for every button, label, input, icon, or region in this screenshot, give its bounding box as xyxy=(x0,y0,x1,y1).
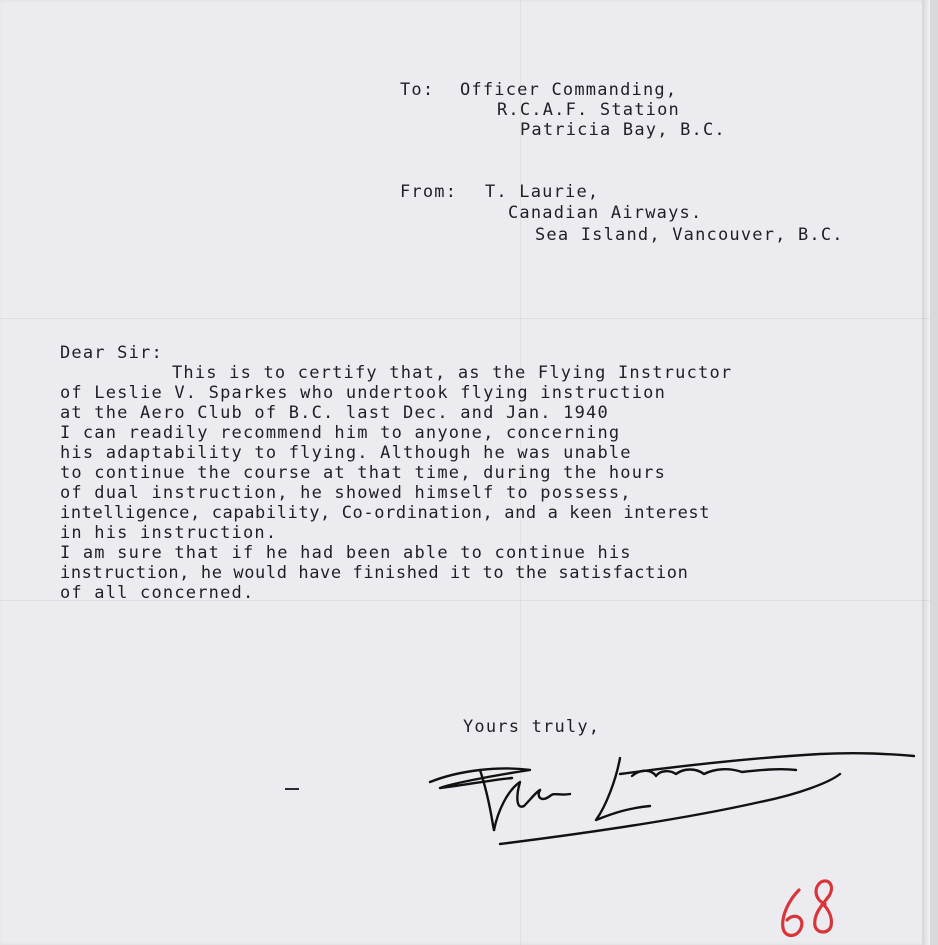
from-label: From: xyxy=(400,182,458,202)
body-line: This is to certify that, as the Flying Instructor xyxy=(172,363,733,383)
from-line: Sea Island, Vancouver, B.C. xyxy=(535,225,844,245)
body-line: his adaptability to flying. Although he was unable xyxy=(60,443,632,463)
body-line: instruction, he would have finished it to the satisfaction xyxy=(60,563,689,583)
body-line: to continue the course at that time, during the hours xyxy=(60,463,667,483)
to-line: Patricia Bay, B.C. xyxy=(520,120,726,140)
from-line: Canadian Airways. xyxy=(508,203,703,223)
body-line: of all concerned. xyxy=(60,583,255,603)
to-line: Officer Commanding, xyxy=(460,80,678,100)
body-line: I am sure that if he had been able to continue his xyxy=(60,543,632,563)
body-line: in his instruction. xyxy=(60,523,278,543)
paper-edge xyxy=(922,0,930,945)
stray-mark xyxy=(285,788,299,790)
to-label: To: xyxy=(400,80,435,100)
body-line: I can readily recommend him to anyone, concerning xyxy=(60,423,621,443)
page-number-annotation xyxy=(775,870,845,945)
paper-fold xyxy=(0,318,930,319)
closing: Yours truly, xyxy=(463,717,601,737)
to-line: R.C.A.F. Station xyxy=(497,100,680,120)
body-line: at the Aero Club of B.C. last Dec. and Jan. 1940 xyxy=(60,403,609,423)
salutation: Dear Sir: xyxy=(60,343,163,363)
signature xyxy=(420,740,920,850)
body-line: intelligence, capability, Co-ordination, and a keen interest xyxy=(60,503,711,523)
body-line: of dual instruction, he showed himself to possess, xyxy=(60,483,632,503)
from-line: T. Laurie, xyxy=(485,182,600,202)
body-line: of Leslie V. Sparkes who undertook flying instruction xyxy=(60,383,667,403)
